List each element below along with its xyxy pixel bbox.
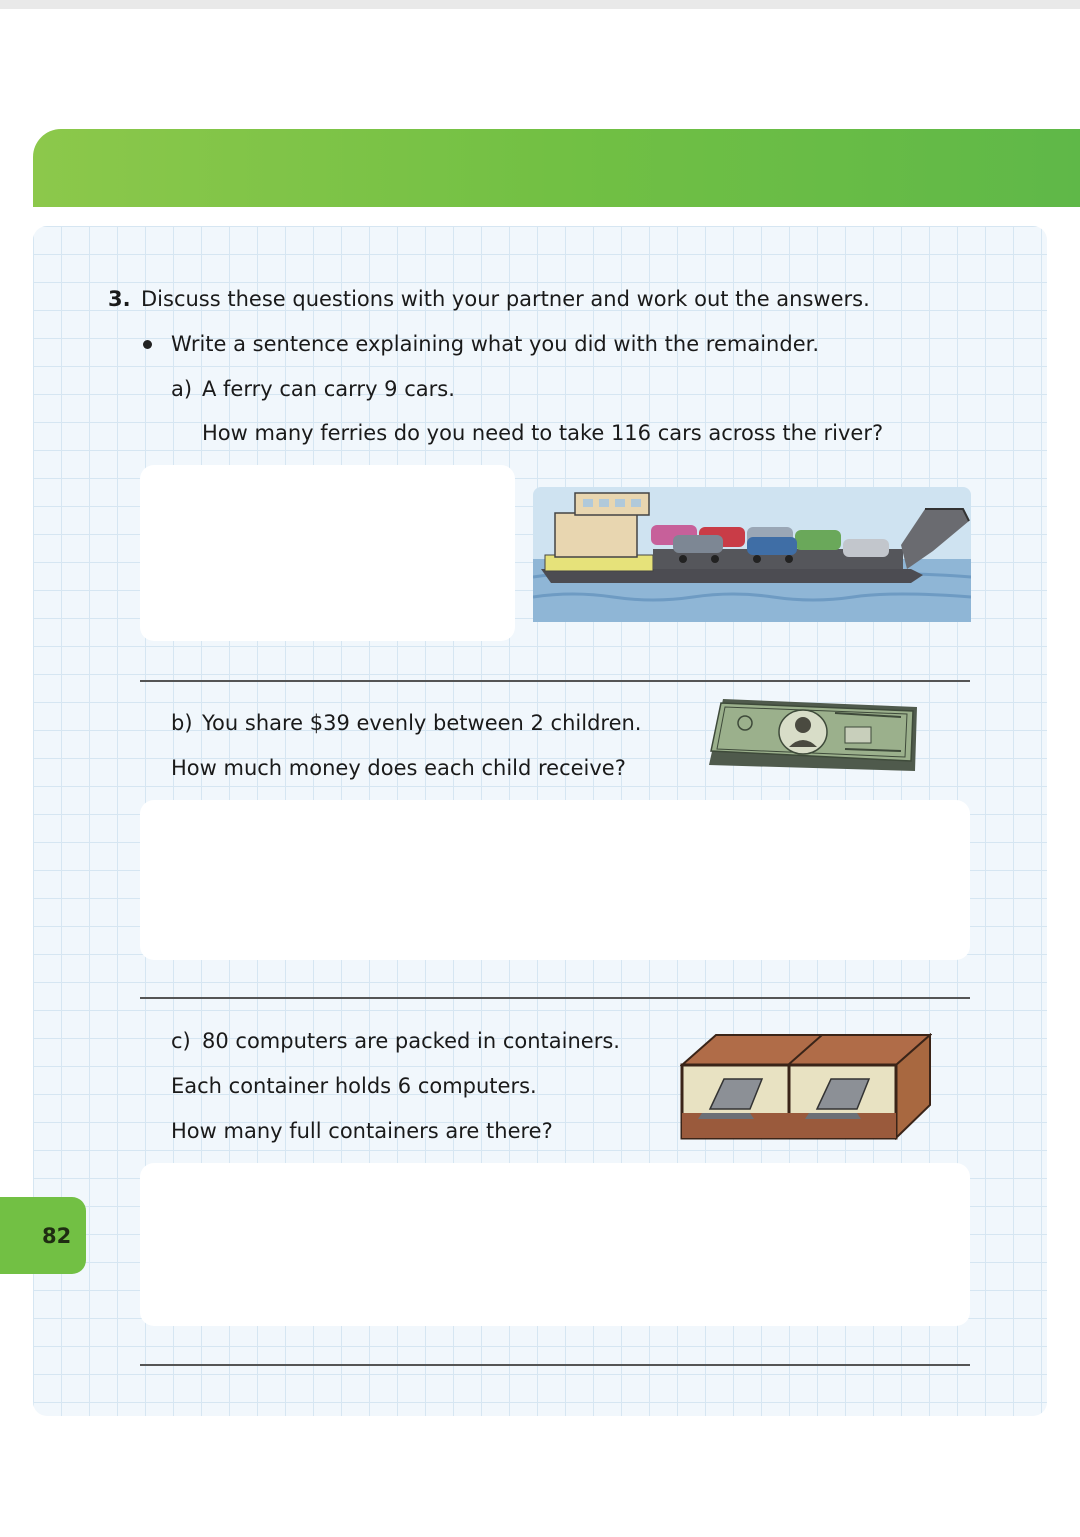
- answer-line-c: [140, 1364, 970, 1366]
- part-b-line1: You share $39 evenly between 2 children.: [202, 711, 642, 735]
- containers-illustration: [680, 1033, 932, 1140]
- answer-box-c[interactable]: [140, 1163, 970, 1326]
- bullet-text: Write a sentence explaining what you did with the remainder.: [171, 332, 819, 356]
- question-number: 3.: [108, 287, 131, 311]
- ferry-illustration: [533, 487, 971, 622]
- answer-line-b: [140, 997, 970, 999]
- page-number: 82: [42, 1224, 72, 1248]
- answer-line-a: [140, 680, 970, 682]
- part-b-label: b): [171, 711, 193, 735]
- answer-box-a[interactable]: [140, 465, 515, 641]
- question-instruction: Discuss these questions with your partner and work out the answers.: [141, 287, 870, 311]
- part-c-line1: 80 computers are packed in containers.: [202, 1029, 620, 1053]
- part-c-line3: How many full containers are there?: [171, 1119, 553, 1143]
- part-b-line2: How much money does each child receive?: [171, 756, 626, 780]
- part-a-line1: A ferry can carry 9 cars.: [202, 377, 455, 401]
- chapter-banner: [33, 129, 1080, 207]
- answer-box-b[interactable]: [140, 800, 970, 960]
- part-a-label: a): [171, 377, 193, 401]
- bullet-dot: [143, 340, 152, 349]
- part-a-line2: How many ferries do you need to take 116 cars across the river?: [202, 421, 884, 445]
- part-c-line2: Each container holds 6 computers.: [171, 1074, 537, 1098]
- top-strip: [0, 0, 1080, 9]
- part-c-label: c): [171, 1029, 191, 1053]
- dollar-bill-illustration: [705, 699, 919, 779]
